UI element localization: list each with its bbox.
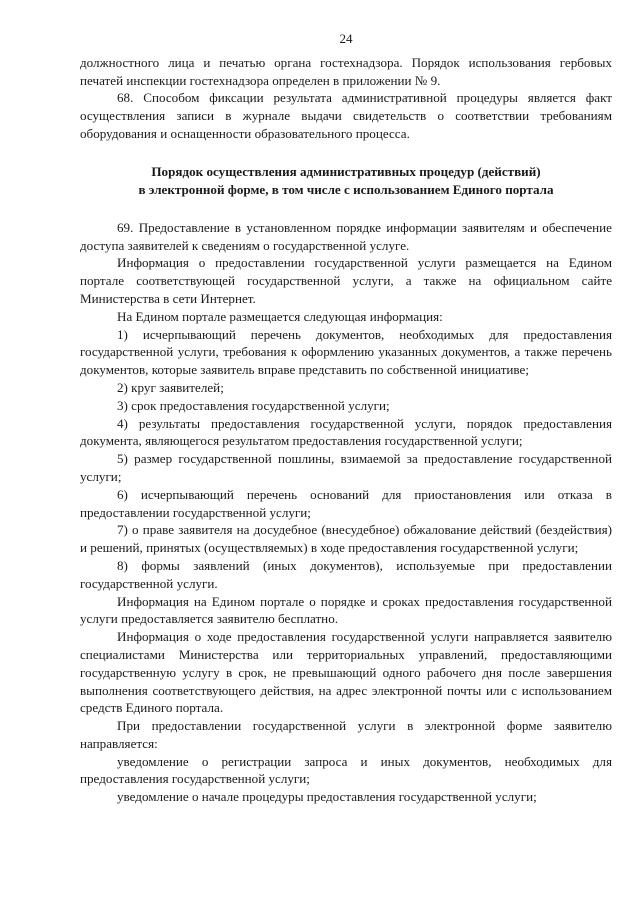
list-item-2: 2) круг заявителей; <box>117 379 224 395</box>
paragraph-portal-info-intro: На Едином портале размещается следующая информация: <box>117 308 443 324</box>
list-item-8: 8) формы заявлений (иных документов), используемые при предоставлении государственной услуги. <box>80 557 612 591</box>
paragraph-info-placement: Информация о предоставлении государственной услуги размещается на Едином портале соответствующей государственной услуги, а также на официальном сайте Министерства в сети Интернет. <box>80 255 612 306</box>
paragraph-progress-info: Информация о ходе предоставления государственной услуги направляется заявителю специалистами Министерства или территориальных управлений, предоставляющими государственную услугу в срок, не превышающий одного рабочего дня после завершения выполнения соответствующего действия, на адрес электронной почты или с использованием средств Единого портала. <box>80 629 612 716</box>
section-heading <box>80 163 612 200</box>
section-heading-line-2: в электронной форме, в том числе с использованием Единого портала <box>138 182 554 198</box>
section-heading-line-1: Порядок осуществления административных процедур (действий) <box>151 163 541 179</box>
page-number: 24 <box>339 31 353 46</box>
list-item-4: 4) результаты предоставления государственной услуги, порядок предоставления документа, являющегося результатом предоставления государственной услуги; <box>80 415 612 449</box>
paragraph-68: 68. Способом фиксации результата административной процедуры является факт осуществления записи в журнале выдачи свидетельств о соответствии требованиям оборудования и оснащенности образовательного процесса. <box>80 90 612 141</box>
list-item-7: 7) о праве заявителя на досудебное (внесудебное) обжалование действий (бездействия) и решений, принятых (осуществляемых) в ходе предоставления государственной услуги; <box>80 522 612 556</box>
paragraph-continuation: должностного лица и печатью органа гостехнадзора. Порядок использования гербовых печатей инспекции гостехнадзора определен в приложении № 9. <box>80 54 612 88</box>
list-item-5: 5) размер государственной пошлины, взимаемой за предоставление государственной услуги; <box>80 451 612 484</box>
paragraph-free-info: Информация на Едином портале о порядке и сроках предоставления государственной услуги предоставляется заявителю бесплатно. <box>80 593 612 627</box>
paragraph-electronic-form: При предоставлении государственной услуги в электронной форме заявителю направляется: <box>80 718 612 751</box>
document-page <box>80 30 612 806</box>
list-item-3: 3) срок предоставления государственной услуги; <box>117 397 390 413</box>
list-item-6: 6) исчерпывающий перечень оснований для приостановления или отказа в предоставлении государственной услуги; <box>80 486 612 520</box>
paragraph-start-notice: уведомление о начале процедуры предоставления государственной услуги; <box>117 789 537 805</box>
paragraph-69: 69. Предоставление в установленном порядке информации заявителям и обеспечение доступа заявителей к сведениям о государственной услуге. <box>80 219 612 253</box>
list-item-1: 1) исчерпывающий перечень документов, необходимых для предоставления государственной услуги, требования к оформлению указанных документов, а также перечень документов, которые заявитель вправе представить по собственной инициативе; <box>80 326 612 378</box>
paragraph-registration-notice: уведомление о регистрации запроса и иных документов, необходимых для предоставления государственной услуги; <box>80 753 612 787</box>
